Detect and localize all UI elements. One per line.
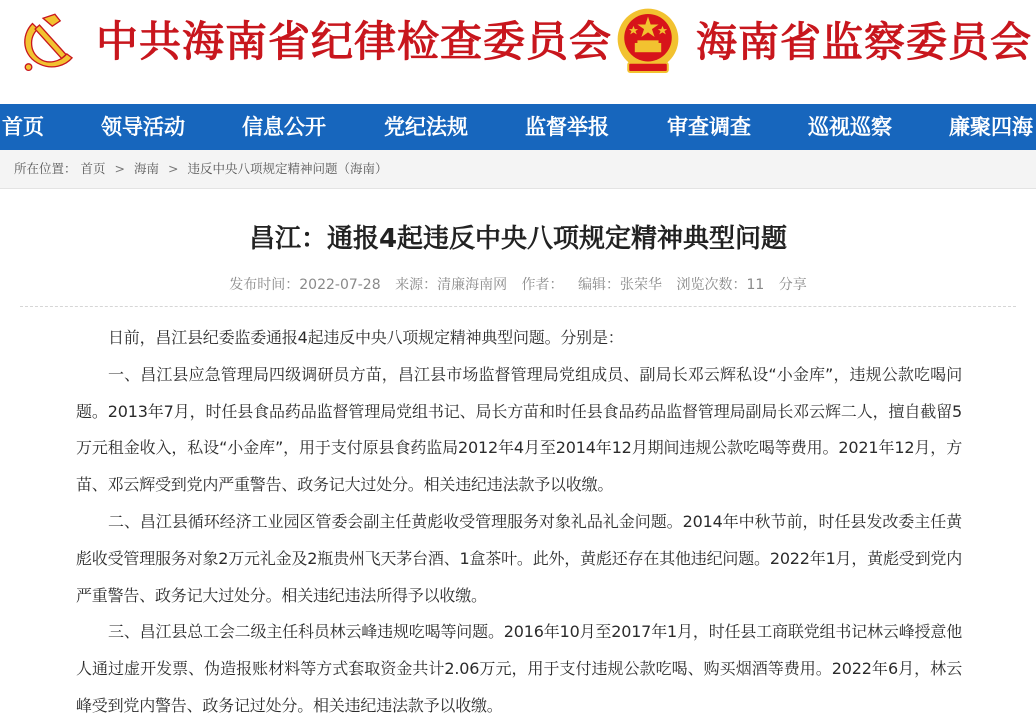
- breadcrumb-home[interactable]: 首页: [80, 161, 106, 176]
- breadcrumb: [0, 150, 1036, 189]
- nav-item-integrity[interactable]: 廉聚四海: [949, 115, 1033, 139]
- breadcrumb-separator: >: [114, 161, 125, 176]
- site-banner: [0, 0, 1036, 104]
- nav-item-regulations[interactable]: 党纪法规: [384, 115, 468, 139]
- banner-title-discipline: 中共海南省纪律检查委员会: [96, 17, 613, 66]
- paragraph-case-2: 二、昌江县循环经济工业园区管委会副主任黄彪收受管理服务对象礼品礼金问题。2014年中秋节前，时任县发改委主任黄彪收受管理服务对象2万元礼金及2瓶贵州飞天茅台酒、1盒茶叶。此外，黄彪还存在其他违纪问题。2022年1月，黄彪受到党内严重警告、政务记大过处分。相关违纪违法所得予以收缴。: [76, 511, 962, 605]
- source: 来源：清廉海南网: [395, 277, 508, 293]
- paragraph-case-3: 三、昌江县总工会二级主任科员林云峰违规吃喝等问题。2016年10月至2017年1月，时任县工商联党组书记林云峰授意他人通过虚开发票、伪造报账材料等方式套取资金共计2.06万元，用于支付违规公款吃喝、购买烟酒等费用。2022年6月，林云峰受到党内警告、政务记过处分。相关违纪违法款予以收缴。: [76, 622, 962, 715]
- national-emblem-icon: [615, 6, 681, 76]
- breadcrumb-separator: >: [167, 161, 179, 176]
- banner-title-supervision: 海南省监察委员会: [696, 18, 1032, 66]
- main-nav: [0, 104, 1036, 150]
- article-title: 昌江：通报4起违反中央八项规定精神典型问题: [248, 224, 788, 254]
- party-emblem-icon: [14, 9, 80, 75]
- article-body: [76, 320, 962, 725]
- share-button[interactable]: 分享: [778, 277, 807, 293]
- breadcrumb-hainan[interactable]: 海南: [133, 161, 159, 176]
- nav-item-home[interactable]: 首页: [2, 115, 44, 139]
- nav-item-investigation[interactable]: 审查调查: [667, 115, 751, 139]
- breadcrumb-prefix: 所在位置：: [14, 161, 77, 176]
- nav-item-report[interactable]: 监督举报: [525, 115, 609, 139]
- breadcrumb-category[interactable]: 违反中央八项规定精神问题（海南）: [187, 161, 388, 176]
- paragraph-intro: 日前，昌江县纪委监委通报4起违反中央八项规定精神典型问题。分别是：: [108, 328, 624, 347]
- nav-item-leaders[interactable]: 领导活动: [101, 115, 185, 139]
- nav-item-info[interactable]: 信息公开: [242, 115, 326, 139]
- publish-time: 发布时间：2022-07-28: [229, 277, 381, 293]
- editor: 编辑：张荣华: [578, 277, 662, 293]
- nav-item-inspection[interactable]: 巡视巡察: [808, 115, 892, 139]
- paragraph-case-1: 一、昌江县应急管理局四级调研员方苗，昌江县市场监督管理局党组成员、副局长邓云辉私设“小金库”，违规公款吃喝问题。2013年7月，时任县食品药品监督管理局党组书记、局长方苗和时任县食品药品监督管理局副局长邓云辉二人，擅自截留5万元租金收入，私设“小金库”，用于支付原县食药监局2012年4月至2014年12月期间违规公款吃喝等费用。2021年12月，方苗、邓云辉受到党内严重警告、政务记大过处分。相关违纪违法款予以收缴。: [76, 364, 962, 495]
- view-count: 浏览次数：11: [676, 277, 765, 293]
- author: 作者：: [521, 277, 564, 293]
- meta-divider: [20, 306, 1016, 307]
- article-meta: [0, 274, 1036, 294]
